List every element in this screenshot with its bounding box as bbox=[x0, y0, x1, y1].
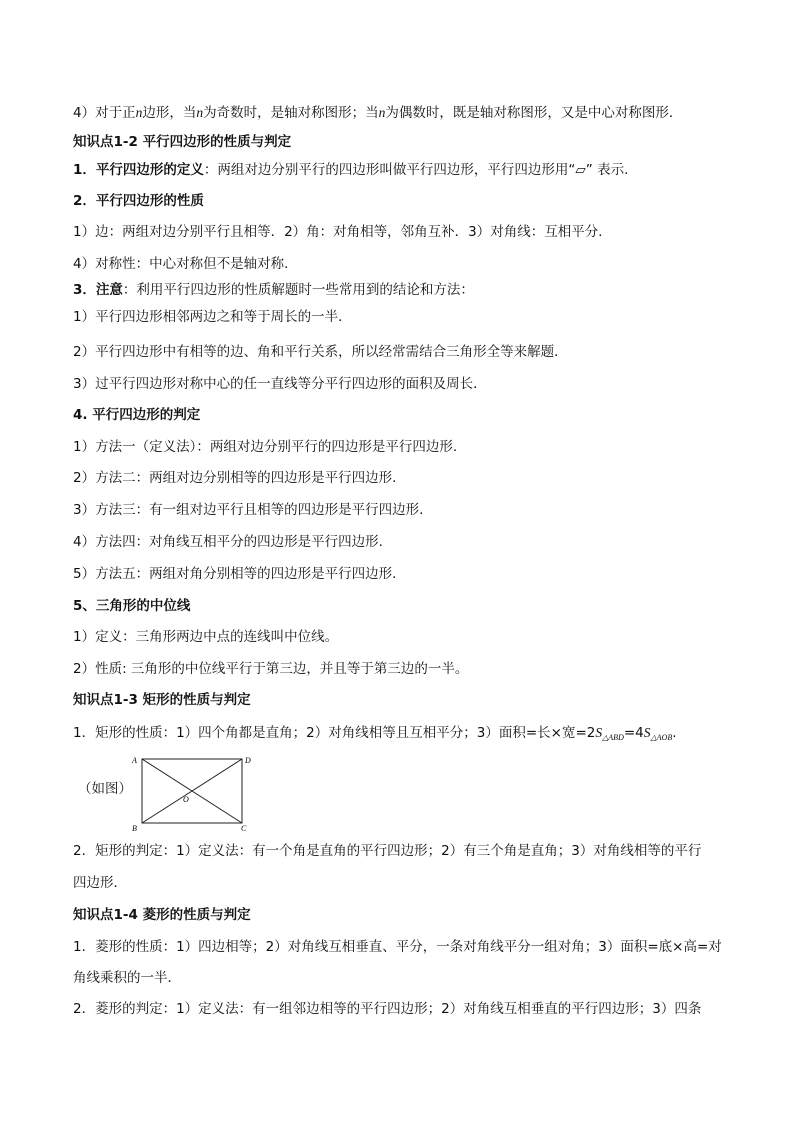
property-sides-angles-diagonals: 1）边：两组对边分别平行且相等．2）角：对角相等，邻角互补．3）对角线：互相平分． bbox=[73, 224, 612, 240]
midline-heading: 5、三角形的中位线 bbox=[73, 598, 191, 614]
parallelogram-definition: 1．平行四边形的定义：两组对边分别平行的四边形叫做平行四边形，平行四边形用“▱” 表示. bbox=[73, 162, 629, 178]
rectangle-properties: 1．矩形的性质：1）四个角都是直角；2）对角线相等且互相平分；3）面积=长×宽$=2S_{\triangle ABD}=4S_{\triangle AOB}$. bbox=[73, 725, 677, 742]
note-item-2: 2）平行四边形中有相等的边、角和平行关系，所以经常需结合三角形全等来解题． bbox=[73, 344, 568, 360]
rectangle-criteria: 2．矩形的判定：1）定义法：有一个角是直角的平行四边形；2）有三个角是直角；3）对角线相等的平行 bbox=[73, 843, 702, 859]
rhombus-criteria: 2．菱形的判定：1）定义法：有一组邻边相等的平行四边形；2）对角线互相垂直的平行四边形；3）四条 bbox=[73, 1001, 702, 1017]
criterion-3: 3）方法三：有一组对边平行且相等的四边形是平行四边形. bbox=[73, 502, 424, 518]
rhombus-properties: 1．菱形的性质：1）四边相等；2）对角线互相垂直、平分，一条对角线平分一组对角；3）面积=底×高=对 bbox=[73, 939, 722, 955]
vertex-label-d: D bbox=[245, 756, 251, 765]
vertex-label-c: C bbox=[241, 824, 247, 832]
criterion-5: 5）方法五：两组对角分别相等的四边形是平行四边形． bbox=[73, 566, 406, 582]
section-heading-1-3: 知识点1-3 矩形的性质与判定 bbox=[73, 692, 251, 708]
note-item-1: 1）平行四边形相邻两边之和等于周长的一半． bbox=[73, 309, 352, 325]
regular-polygon-symmetry-note: 4）对于正n边形，当n为奇数时，是轴对称图形；当n为偶数时，既是轴对称图形，又是中心对称图形． bbox=[73, 105, 683, 121]
parallelogram-properties-heading: 2．平行四边形的性质 bbox=[73, 193, 204, 209]
note-item-3: 3）过平行四边形对称中心的任一直线等分平行四边形的面积及周长． bbox=[73, 376, 487, 392]
section-heading-1-4: 知识点1-4 菱形的性质与判定 bbox=[73, 907, 251, 923]
rhombus-properties-cont: 角线乘积的一半． bbox=[73, 970, 181, 986]
rectangle-figure bbox=[128, 752, 258, 832]
midline-property: 2）性质: 三角形的中位线平行于第三边，并且等于第三边的一半。 bbox=[73, 661, 469, 677]
vertex-label-b: B bbox=[132, 824, 137, 832]
criterion-1: 1）方法一（定义法）：两组对边分别平行的四边形是平行四边形. bbox=[73, 439, 458, 455]
criterion-2: 2）方法二：两组对边分别相等的四边形是平行四边形. bbox=[73, 470, 397, 486]
center-label-o: O bbox=[183, 795, 189, 804]
rectangle-criteria-cont: 四边形． bbox=[73, 875, 127, 891]
vertex-label-a: A bbox=[132, 756, 137, 765]
figure-label: （如图） bbox=[78, 781, 132, 797]
parallelogram-criteria-heading: 4. 平行四边形的判定 bbox=[73, 407, 201, 423]
note-line: 3．注意：利用平行四边形的性质解题时一些常用到的结论和方法： bbox=[73, 282, 474, 298]
midline-definition: 1）定义：三角形两边中点的连线叫中位线。 bbox=[73, 629, 339, 645]
property-symmetry: 4）对称性：中心对称但不是轴对称． bbox=[73, 256, 298, 272]
criterion-4: 4）方法四：对角线互相平分的四边形是平行四边形. bbox=[73, 534, 383, 550]
section-heading-1-2: 知识点1-2 平行四边形的性质与判定 bbox=[73, 134, 292, 150]
rectangle-diagram bbox=[128, 752, 258, 832]
